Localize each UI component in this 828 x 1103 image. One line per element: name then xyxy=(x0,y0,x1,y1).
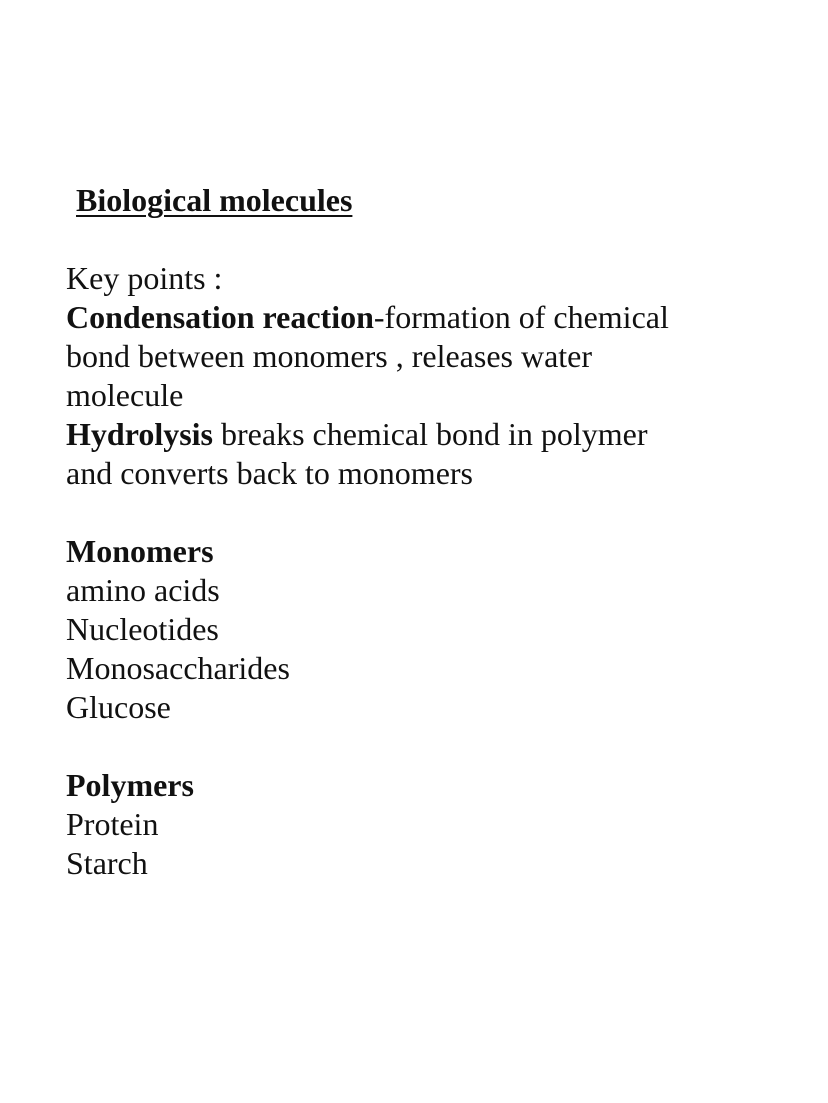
monomer-item: Nucleotides xyxy=(66,611,219,647)
polymer-item: Protein xyxy=(66,806,159,842)
section-spacer xyxy=(66,493,786,532)
page-title: Biological molecules xyxy=(76,182,353,218)
monomer-item: Monosaccharides xyxy=(66,650,290,686)
monomer-item: amino acids xyxy=(66,572,220,608)
condensation-line-3: molecule xyxy=(66,377,184,413)
notes-body xyxy=(66,259,786,883)
hydrolysis-line-2: and converts back to monomers xyxy=(66,455,473,491)
monomer-item: Glucose xyxy=(66,689,171,725)
section-spacer xyxy=(66,727,786,766)
polymers-heading: Polymers xyxy=(66,767,194,803)
condensation-line-2: bond between monomers , releases water xyxy=(66,338,593,374)
monomers-heading: Monomers xyxy=(66,533,214,569)
condensation-line-1 xyxy=(66,298,786,337)
hydrolysis-line-1 xyxy=(66,415,786,454)
key-points-heading: Key points : xyxy=(66,260,223,296)
condensation-definition-start: -formation of chemical xyxy=(373,299,669,335)
condensation-term: Condensation reaction xyxy=(66,299,374,335)
polymer-item: Starch xyxy=(66,845,148,881)
hydrolysis-definition-start: breaks chemical bond in polymer xyxy=(213,416,648,452)
hydrolysis-term: Hydrolysis xyxy=(66,416,213,452)
